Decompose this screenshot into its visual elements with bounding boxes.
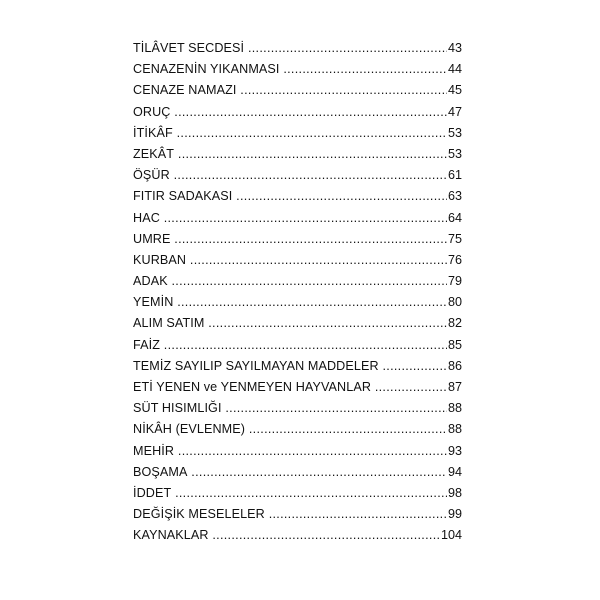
toc-entry-page: 53 <box>447 144 462 165</box>
toc-entry-page: 98 <box>447 483 462 504</box>
toc-entry-page: 85 <box>447 335 462 356</box>
toc-entry-page: 88 <box>447 398 462 419</box>
toc-entry-title: HAC ..... <box>133 211 462 225</box>
toc-entry-bosama <box>133 462 462 483</box>
toc-entry-page: 88 <box>447 419 462 440</box>
toc-entry-cenazenin-yikanmasi <box>133 59 462 80</box>
toc-entry-temiz-sayilip <box>133 356 462 377</box>
toc-entry-title: MEHİR ..... <box>133 444 462 458</box>
toc-entry-title: UMRE ..... <box>133 232 462 246</box>
toc-entry-title: ORUÇ ..... <box>133 105 462 119</box>
toc-entry-title: ALIM SATIM ..... <box>133 316 462 330</box>
toc-entry-tilavet-secdesi <box>133 38 462 59</box>
toc-entry-page: 75 <box>447 229 462 250</box>
toc-entry-title: FITIR SADAKASI ..... <box>133 189 462 203</box>
toc-entry-osur <box>133 165 462 186</box>
toc-entry-mehir <box>133 441 462 462</box>
toc-entry-oruc <box>133 102 462 123</box>
toc-entry-title: ZEKÂT ..... <box>133 147 462 161</box>
toc-entry-umre <box>133 229 462 250</box>
toc-entry-title: İDDET ..... <box>133 486 462 500</box>
toc-entry-faiz <box>133 335 462 356</box>
toc-entry-title: YEMİN ..... <box>133 295 462 309</box>
toc-entry-degisik-meseleler <box>133 504 462 525</box>
toc-entry-page: 45 <box>447 80 462 101</box>
toc-entry-title: İTİKÂF ..... <box>133 126 462 140</box>
toc-entry-page: 76 <box>447 250 462 271</box>
toc-entry-kurban <box>133 250 462 271</box>
toc-entry-page: 82 <box>447 313 462 334</box>
toc-entry-title: TEMİZ SAYILIP SAYILMAYAN MADDELER ..... <box>133 359 462 373</box>
toc-entry-title: KAYNAKLAR ..... <box>133 528 462 542</box>
toc-entry-page: 43 <box>447 38 462 59</box>
toc-entry-title: CENAZENİN YIKANMASI ..... <box>133 62 462 76</box>
toc-entry-yemin <box>133 292 462 313</box>
toc-entry-zekat <box>133 144 462 165</box>
toc-entry-title: ETİ YENEN ve YENMEYEN HAYVANLAR ..... <box>133 380 462 394</box>
toc-entry-title: BOŞAMA ..... <box>133 465 462 479</box>
toc-entry-title: SÜT HISIMLIĞI ..... <box>133 401 462 415</box>
toc-entry-alim-satim <box>133 313 462 334</box>
toc-entry-kaynaklar <box>133 525 462 546</box>
toc-entry-hac <box>133 208 462 229</box>
toc-entry-eti-yenen <box>133 377 462 398</box>
toc-entry-page: 63 <box>447 186 462 207</box>
toc-entry-page: 47 <box>447 102 462 123</box>
toc-entry-page: 61 <box>447 165 462 186</box>
toc-entry-page: 94 <box>447 462 462 483</box>
toc-entry-page: 86 <box>447 356 462 377</box>
toc-entry-title: TİLÂVET SECDESİ ..... <box>133 41 462 55</box>
toc-entry-nikah <box>133 419 462 440</box>
toc-entry-cenaze-namazi <box>133 80 462 101</box>
toc-entry-fitir-sadakasi <box>133 186 462 207</box>
toc-entry-iddet <box>133 483 462 504</box>
table-of-contents <box>133 38 462 547</box>
toc-entry-title: FAİZ ..... <box>133 338 462 352</box>
toc-entry-title: NİKÂH (EVLENME) ..... <box>133 422 462 436</box>
toc-entry-title: KURBAN ..... <box>133 253 462 267</box>
toc-entry-adak <box>133 271 462 292</box>
toc-entry-page: 79 <box>447 271 462 292</box>
toc-entry-page: 93 <box>447 441 462 462</box>
toc-entry-sut-hisimligi <box>133 398 462 419</box>
toc-entry-page: 53 <box>447 123 462 144</box>
toc-entry-page: 80 <box>447 292 462 313</box>
toc-entry-itikaf <box>133 123 462 144</box>
toc-entry-page: 104 <box>440 525 462 546</box>
toc-entry-title: ADAK ..... <box>133 274 462 288</box>
toc-entry-page: 99 <box>447 504 462 525</box>
toc-entry-title: DEĞİŞİK MESELELER ..... <box>133 507 462 521</box>
toc-entry-page: 64 <box>447 208 462 229</box>
toc-entry-title: CENAZE NAMAZI ..... <box>133 83 462 97</box>
toc-entry-page: 87 <box>447 377 462 398</box>
toc-entry-title: ÖŞÜR ..... <box>133 168 462 182</box>
toc-entry-page: 44 <box>447 59 462 80</box>
